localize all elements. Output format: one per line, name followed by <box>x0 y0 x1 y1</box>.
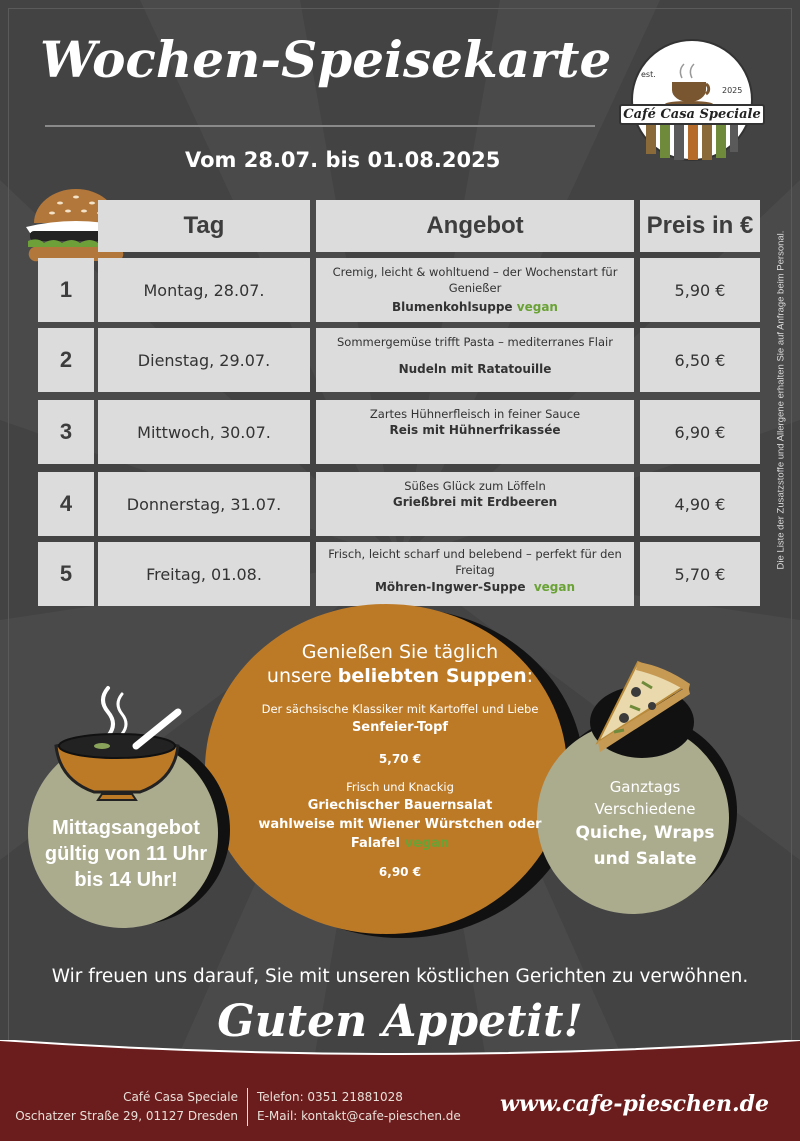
soups-info <box>210 640 590 882</box>
offer-dish <box>326 361 624 377</box>
row-number: 3 <box>38 400 94 464</box>
soup1-price: 5,70 € <box>378 752 422 766</box>
lunch-offer <box>26 815 226 893</box>
row-day: Montag, 28.07. <box>98 258 310 322</box>
lunch-line2: gültig von 11 Uhr <box>44 843 208 865</box>
row-number: 5 <box>38 542 94 606</box>
offer-dish <box>326 494 624 510</box>
allergen-note-container <box>773 200 789 600</box>
footer-email[interactable]: E-Mail: kontakt@cafe-pieschen.de <box>257 1109 461 1123</box>
soups-heading-line2 <box>210 664 590 688</box>
header-angebot: Angebot <box>316 200 634 252</box>
allergen-note: Die Liste der Zusatzstoffe und Allergene erhalten Sie auf Anfrage beim Personal. <box>775 230 787 570</box>
row-day: Mittwoch, 30.07. <box>98 400 310 464</box>
cafe-logo <box>622 38 762 162</box>
row-day: Freitag, 01.08. <box>98 542 310 606</box>
row-offer <box>316 400 634 464</box>
allday-line1: Ganztags <box>609 778 681 796</box>
allday-line2: Verschiedene <box>594 800 696 818</box>
offer-description: Cremig, leicht & wohltuend – der Wochenstart für Genießer <box>332 265 618 295</box>
title-divider <box>45 125 595 127</box>
date-range: Vom 28.07. bis 01.08.2025 <box>185 148 501 172</box>
offer-description: Zartes Hühnerfleisch in feiner Sauce <box>369 407 581 421</box>
footer-divider <box>247 1088 248 1126</box>
row-day: Donnerstag, 31.07. <box>98 472 310 536</box>
offer-dish <box>326 579 624 595</box>
dish-name: Reis mit Hühnerfrikassée <box>389 423 561 437</box>
dish-name: Blumenkohlsuppe <box>392 300 513 314</box>
lunch-line3: bis 14 Uhr! <box>74 869 178 891</box>
row-price: 5,70 € <box>640 542 760 606</box>
header-tag: Tag <box>98 200 310 252</box>
footer-contact-block <box>257 1088 461 1126</box>
dish-name: Grießbrei mit Erdbeeren <box>392 495 558 509</box>
row-price: 6,90 € <box>640 400 760 464</box>
footer-cafe-name: Café Casa Speciale <box>123 1090 238 1104</box>
soup1-name: Senfeier-Topf <box>351 720 449 735</box>
vegan-label: vegan <box>516 300 558 314</box>
offer-dish <box>326 299 624 315</box>
footer-address: Oschatzer Straße 29, 01127 Dresden <box>15 1109 238 1123</box>
row-offer <box>316 328 634 392</box>
logo-est-label: est. <box>641 70 656 79</box>
footer-phone[interactable]: Telefon: 0351 21881028 <box>257 1090 403 1104</box>
soups-heading-pre: unsere <box>266 665 338 687</box>
lunch-line1: Mittagsangebot <box>52 817 200 839</box>
row-price: 5,90 € <box>640 258 760 322</box>
offer-description: Süßes Glück zum Löffeln <box>404 479 546 493</box>
dish-name: Möhren-Ingwer-Suppe <box>374 580 526 594</box>
allday-offer <box>540 776 750 872</box>
footer-website-link[interactable]: www.cafe-pieschen.de <box>500 1091 770 1117</box>
row-offer <box>316 542 634 606</box>
soup-bowl-icon <box>52 684 182 802</box>
tagline: Wir freuen uns darauf, Sie mit unseren köstlichen Gerichten zu verwöhnen. <box>51 966 749 987</box>
offer-description: Frisch, leicht scharf und belebend – perfekt für den Freitag <box>328 547 622 577</box>
soup2-price: 6,90 € <box>378 865 422 879</box>
allday-line3: Quiche, Wraps <box>575 823 715 843</box>
logo-name-banner: Café Casa Speciale <box>619 104 765 125</box>
soups-heading-post: : <box>526 665 534 687</box>
row-number: 4 <box>38 472 94 536</box>
row-number: 2 <box>38 328 94 392</box>
header-preis: Preis in € <box>640 200 760 252</box>
vegan-label: vegan <box>404 836 450 851</box>
soup2-name-falafel: Falafel <box>350 836 400 851</box>
row-number: 1 <box>38 258 94 322</box>
offer-description: Sommergemüse trifft Pasta – mediterranes Flair <box>337 335 613 349</box>
quiche-icon <box>584 652 704 762</box>
soups-heading-bold: beliebten Suppen <box>337 665 527 687</box>
page-title: Wochen-Speisekarte <box>40 30 612 89</box>
dish-name: Nudeln mit Ratatouille <box>398 362 552 376</box>
row-day: Dienstag, 29.07. <box>98 328 310 392</box>
row-price: 4,90 € <box>640 472 760 536</box>
offer-dish <box>326 422 624 438</box>
row-offer <box>316 258 634 322</box>
row-price: 6,50 € <box>640 328 760 392</box>
soup2-name-line3 <box>210 834 590 853</box>
soups-heading-line1: Genießen Sie täglich <box>301 641 499 663</box>
allday-line4: und Salate <box>593 849 697 869</box>
closing-greeting: Guten Appetit! <box>217 996 583 1047</box>
row-offer <box>316 472 634 536</box>
soup2-description: Frisch und Knackig <box>346 780 454 794</box>
soup2-name-line2: wahlweise mit Wiener Würstchen oder <box>258 817 542 832</box>
vegan-label: vegan <box>533 580 576 594</box>
soup1-description: Der sächsische Klassiker mit Kartoffel und Liebe <box>261 702 539 716</box>
logo-year-label: 2025 <box>722 86 743 95</box>
soup2-name-line1: Griechischer Bauernsalat <box>307 798 493 813</box>
footer-address-block <box>0 1088 238 1126</box>
